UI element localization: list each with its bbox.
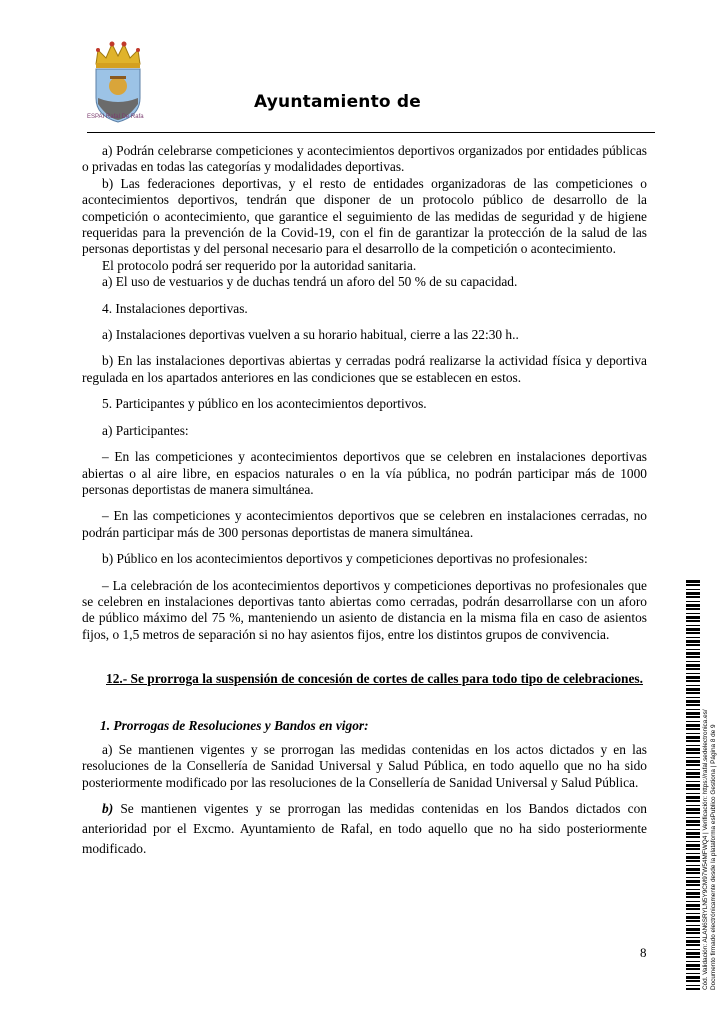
section-heading: 5. Participantes y público en los acontecimientos deportivos. [102, 396, 427, 412]
paragraph: b) Público en los acontecimientos deportivos y competiciones deportivas no profesionales: [102, 551, 588, 567]
validation-side-text [702, 580, 718, 990]
paragraph: a) Se mantienen vigentes y se prorrogan las medidas contenidas en los actos dictados y en las resoluciones de la Consellería de Sanidad Universal y Salud Pública, en todo aquello que no ha sido posteriormente modificado por las resoluciones de la Consellería de Sanidad Universal y Salud Pública. [82, 741, 647, 790]
document-body [82, 143, 647, 859]
paragraph: a) Instalaciones deportivas vuelven a su horario habitual, cierre a las 22:30 h.. [102, 327, 519, 343]
paragraph: a) Podrán celebrarse competiciones y acontecimientos deportivos organizados por entidades públicas o privadas en todas las categorías y modalidades deportivas. [82, 143, 647, 175]
logo-caption: ESPAI Rafal De Rafa [87, 114, 144, 120]
section-heading: 4. Instalaciones deportivas. [102, 300, 248, 316]
validation-code-line: Cód. Validación: ALAN6SRYLN5Y9CM97W54MFWQ4 | Verificación: https://rafal.sedelectronica.es/ [702, 709, 709, 990]
paragraph: – En las competiciones y acontecimientos deportivos que se celebren en instalaciones deportivas abiertas o al aire libre, en espacios naturales o en la vía pública, no podrán participar más de 1000 personas deportistas de manera simultánea. [82, 449, 647, 497]
paragraph: a) El uso de vestuarios y de duchas tendrá un aforo del 50 % de su capacidad. [102, 274, 518, 290]
page-number: 8 [640, 945, 647, 960]
barcode [686, 580, 700, 990]
paragraph [82, 799, 647, 859]
paragraph: a) Participantes: [102, 422, 189, 438]
signature-line: Documento firmado electrónicamente desde la plataforma esPublico Gestiona | Página 8 de 9 [710, 724, 717, 990]
header-title: Ayuntamiento de [254, 92, 422, 112]
paragraph-lead: b) [102, 801, 114, 817]
header-divider [87, 132, 655, 133]
section-heading-12: 12.- Se prorroga la suspensión de concesión de cortes de calles para todo tipo de celebraciones. [106, 671, 643, 687]
paragraph: – En las competiciones y acontecimientos deportivos que se celebren en instalaciones cerradas, no podrán participar más de 300 personas deportistas de manera simultánea. [82, 508, 647, 540]
paragraph: b) Las federaciones deportivas, y el resto de entidades organizadoras de las competiciones o acontecimientos deportivos, tendrán que disponer de un protocolo público de desarrollo de la competición o acontecimiento, que garantice el seguimiento de las medidas de seguridad y de higiene requeridas para la prevención de la Covid-19, con el fin de garantizar la protección de la salud de las personas deportistas y del personal necesario para el desarrollo de la competición o acontecimiento. [82, 175, 647, 257]
paragraph-text: Se mantienen vigentes y se prorrogan las medidas contenidas en los Bandos dictados con anterioridad por el Excmo. Ayuntamiento de Rafal, en todo aquello que no ha sido posteriormente modificado. [82, 801, 647, 857]
paragraph: – La celebración de los acontecimientos deportivos y competiciones deportivas no profesionales que se celebren en instalaciones deportivas tanto abiertas como cerradas, podrán desarrollarse con un aforo de público máximo del 75 %, manteniendo un asiento de distancia en la misma fila en caso de asientos fijos, o 1,5 metros de separación si no hay asientos fijos, entre los distintos grupos de convivencia. [82, 577, 647, 642]
paragraph: b) En las instalaciones deportivas abiertas y cerradas podrá realizarse la actividad física y deportiva regulada en los apartados anteriores en las condiciones que se establecen en estos. [82, 353, 647, 385]
coat-of-arms-logo [88, 36, 148, 126]
paragraph: El protocolo podrá ser requerido por la autoridad sanitaria. [102, 257, 417, 273]
section-heading-1: 1. Prorrogas de Resoluciones y Bandos en vigor: [100, 717, 369, 733]
